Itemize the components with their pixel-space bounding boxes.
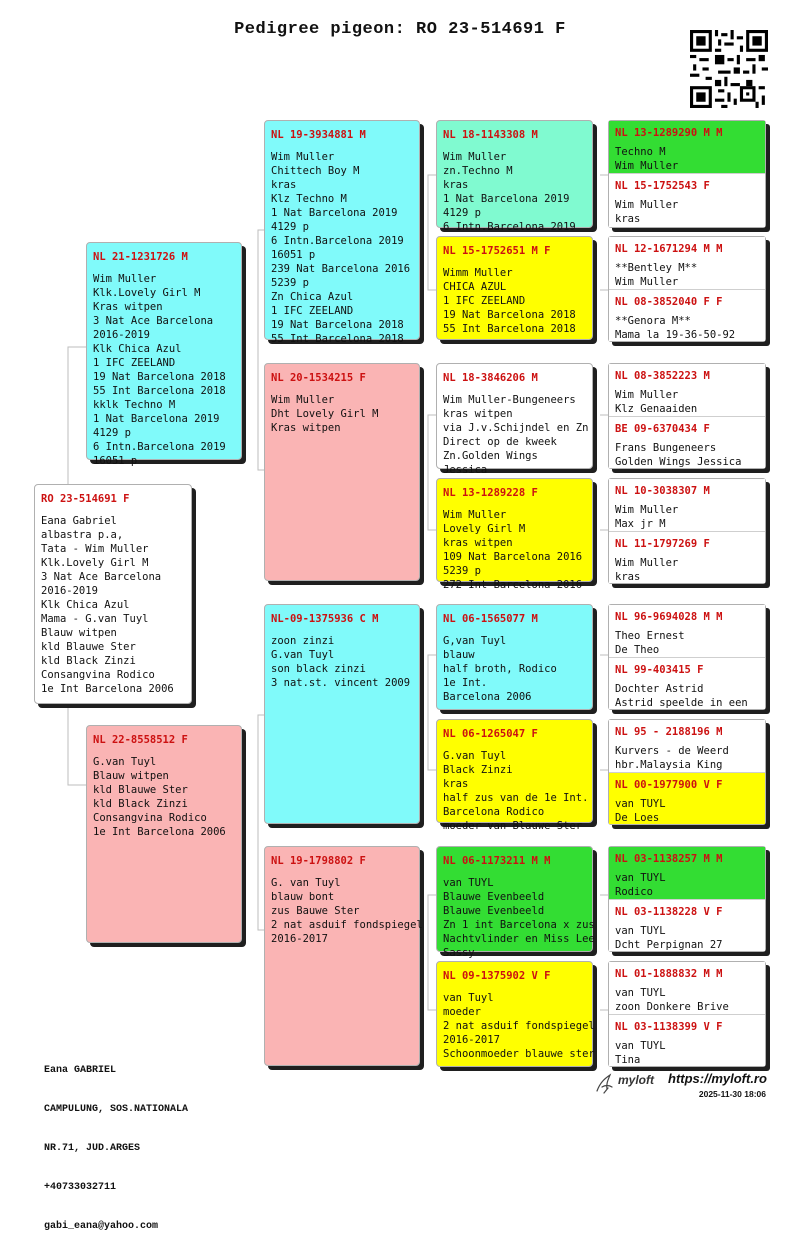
owner-email[interactable]: gabi_eana@yahoo.com — [44, 1221, 159, 1232]
dam-ring: NL 22-8558512 F — [93, 734, 188, 746]
gen4-ring: NL 10-3038307 M — [615, 485, 710, 497]
gen4-card[interactable] — [609, 237, 765, 290]
gen2-details: G. van Tuyl blauw bont zus Bauwe Ster 2 nat asduif fondspiegel 2016-2017 — [271, 877, 423, 945]
gen4-details: van TUYL De Loes — [615, 798, 666, 824]
gen4-details: van TUYL Rodico — [615, 872, 666, 898]
gen2-card[interactable] — [264, 363, 420, 581]
gen4-pair — [608, 120, 766, 228]
gen4-card[interactable] — [609, 290, 765, 341]
gen2-ring: NL 19-3934881 M — [271, 129, 366, 141]
gen3-ring: NL 18-3846206 M — [443, 372, 538, 384]
gen4-pair — [608, 719, 766, 825]
owner-name: Eana GABRIEL — [44, 1065, 117, 1076]
gen2-card[interactable] — [264, 120, 420, 345]
gen3-card[interactable] — [436, 236, 593, 340]
gen4-pair — [608, 478, 766, 584]
gen4-details: Theo Ernest De Theo — [615, 630, 685, 656]
qr-code — [690, 30, 768, 108]
timestamp: 2025-11-30 18:06 — [698, 1089, 766, 1099]
gen3-details: Wimm Muller CHICA AZUL 1 IFC ZEELAND 19 Nat Barcelona 2018 55 Int Barcelona 2018 — [443, 267, 576, 335]
subject-card[interactable] — [34, 484, 192, 704]
gen4-ring: NL 15-1752543 F — [615, 180, 710, 192]
gen4-details: Dochter Astrid Astrid speelde in een — [615, 683, 748, 709]
gen2-details: zoon zinzi G.van Tuyl son black zinzi 3 nat.st. vincent 2009 — [271, 635, 411, 689]
owner-phone: +40733032711 — [44, 1182, 117, 1193]
gen2-ring: NL 20-1534215 F — [271, 372, 366, 384]
gen4-ring: NL 00-1977900 V F — [615, 779, 723, 791]
gen4-ring: NL 96-9694028 M M — [615, 611, 723, 623]
gen4-card[interactable] — [609, 962, 765, 1015]
gen4-card[interactable] — [609, 605, 765, 658]
gen4-card[interactable] — [609, 417, 765, 468]
gen4-card[interactable] — [609, 847, 765, 900]
gen4-card[interactable] — [609, 720, 765, 773]
gen4-ring: NL 08-3852223 M — [615, 370, 710, 382]
subject-details: Eana Gabriel albastra p.a, Tata - Wim Muller Klk.Lovely Girl M 3 Nat Ace Barcelona 2016-2019 Klk Chica Azul Mama - G.van Tuyl Blauw witpen kld Blauwe Ster kld Black Zinzi Consangvina Rodico 1e Int Barcelona 2006 — [41, 515, 174, 695]
gen4-details: Wim Muller kras — [615, 557, 679, 583]
site-url[interactable]: https://myloft.ro — [668, 1071, 767, 1086]
gen4-details: van TUYL Dcht Perpignan 27 — [615, 925, 723, 951]
gen4-ring: NL 11-1797269 F — [615, 538, 710, 550]
gen4-details: Wim Muller kras — [615, 199, 679, 225]
gen2-ring: NL 19-1798802 F — [271, 855, 366, 867]
gen4-ring: BE 09-6370434 F — [615, 423, 710, 435]
gen3-card[interactable] — [436, 719, 593, 832]
gen3-card[interactable] — [436, 846, 595, 959]
gen3-ring: NL 06-1265047 F — [443, 728, 538, 740]
gen4-details: Kurvers - de Weerd hbr.Malaysia King — [615, 745, 729, 771]
gen4-ring: NL 08-3852040 F F — [615, 296, 723, 308]
gen4-ring: NL 03-1138228 V F — [615, 906, 723, 918]
gen4-card[interactable] — [609, 121, 765, 174]
gen3-ring: NL 09-1375902 V F — [443, 970, 551, 982]
gen3-card[interactable] — [436, 961, 593, 1067]
owner-address: NR.71, JUD.ARGES — [44, 1143, 141, 1154]
gen3-details: Wim Muller Lovely Girl M kras witpen 109 Nat Barcelona 2016 5239 p 272 Int Barcelona 2016 — [443, 509, 583, 591]
gen3-ring: NL 06-1565077 M — [443, 613, 538, 625]
gen4-card[interactable] — [609, 1015, 765, 1066]
gen4-details: **Bentley M** Wim Muller — [615, 262, 698, 288]
gen2-ring: NL-09-1375936 C M — [271, 613, 379, 625]
gen4-card[interactable] — [609, 532, 765, 583]
gen4-card[interactable] — [609, 364, 765, 417]
gen3-card[interactable] — [436, 120, 593, 233]
gen2-card[interactable] — [264, 846, 423, 1066]
gen3-ring: NL 06-1173211 M M — [443, 855, 551, 867]
gen3-card[interactable] — [436, 478, 593, 591]
gen4-card[interactable] — [609, 479, 765, 532]
owner-address: CAMPULUNG, SOS.NATIONALA — [44, 1104, 189, 1115]
gen4-details: Wim Muller Max jr M — [615, 504, 679, 530]
gen4-details: van TUYL Tina — [615, 1040, 666, 1066]
dam-details: G.van Tuyl Blauw witpen kld Blauwe Ster kld Black Zinzi Consangvina Rodico 1e Int Barcelona 2006 — [93, 756, 226, 838]
owner-contact — [44, 1038, 188, 1246]
sire-details: Wim Muller Klk.Lovely Girl M Kras witpen 3 Nat Ace Barcelona 2016-2019 Klk Chica Azul 1 IFC ZEELAND 19 Nat Barcelona 2018 55 Int Barcelona 2018 kklk Techno M 1 Nat Barcelona 2019 4129 p 6 Intn.Barcelona 2019 16051 p — [93, 273, 226, 467]
gen2-card[interactable] — [264, 604, 420, 824]
gen4-ring: NL 01-1888832 M M — [615, 968, 723, 980]
gen4-details: van TUYL zoon Donkere Brive — [615, 987, 729, 1013]
gen4-ring: NL 95 - 2188196 M — [615, 726, 723, 738]
sire-card[interactable] — [86, 242, 242, 467]
gen3-details: van TUYL Blauwe Evenbeeld Blauwe Evenbeeld Zn 1 int Barcelona x zus Nachtvlinder en Miss Lee Sassy — [443, 877, 595, 959]
gen4-card[interactable] — [609, 773, 765, 824]
gen3-details: Wim Muller zn.Techno M kras 1 Nat Barcelona 2019 4129 p 6 Intn.Barcelona 2019 — [443, 151, 576, 233]
gen2-details: Wim Muller Chittech Boy M kras Klz Techno M 1 Nat Barcelona 2019 4129 p 6 Intn.Barcelona 2019 16051 p 239 Nat Barcelona 2016 5239 p Zn Chica Azul 1 IFC ZEELAND 19 Nat Barcelona 2018 55 Int Barcelona 2018 — [271, 151, 411, 345]
gen4-details: **Genora M** Mama la 19-36-50-92 — [615, 315, 736, 341]
gen4-details: Frans Bungeneers Golden Wings Jessica — [615, 442, 742, 468]
gen4-ring: NL 13-1289290 M M — [615, 127, 723, 139]
gen4-card[interactable] — [609, 658, 765, 709]
gen4-pair — [608, 604, 766, 710]
gen4-card[interactable] — [609, 174, 765, 227]
page-title: Pedigree pigeon: RO 23-514691 F — [234, 20, 566, 39]
dam-card[interactable] — [86, 725, 242, 943]
gen3-details: G,van Tuyl blauw half broth, Rodico 1e Int. Barcelona 2006 — [443, 635, 557, 703]
gen4-ring: NL 99-403415 F — [615, 664, 704, 676]
gen4-pair — [608, 236, 766, 342]
gen3-details: van Tuyl moeder 2 nat asduif fondspiegel 2016-2017 Schoonmoeder blauwe ster — [443, 992, 595, 1060]
gen3-ring: NL 15-1752651 M F — [443, 245, 551, 257]
gen4-ring: NL 03-1138257 M M — [615, 853, 723, 865]
brand-name: myloft — [618, 1073, 654, 1087]
gen3-details: G.van Tuyl Black Zinzi kras half zus van de 1e Int. Barcelona Rodico moeder van Blauwe Ster — [443, 750, 589, 832]
gen4-ring: NL 12-1671294 M M — [615, 243, 723, 255]
gen4-details: Techno M Wim Muller — [615, 146, 679, 172]
gen3-ring: NL 13-1289228 F — [443, 487, 538, 499]
gen3-ring: NL 18-1143308 M — [443, 129, 538, 141]
gen2-details: Wim Muller Dht Lovely Girl M Kras witpen — [271, 394, 379, 434]
subject-ring: RO 23-514691 F — [41, 493, 130, 505]
gen4-details: Wim Muller Klz Genaaiden — [615, 389, 698, 415]
gen4-card[interactable] — [609, 900, 765, 951]
gen3-card[interactable] — [436, 363, 593, 476]
gen4-pair — [608, 961, 766, 1067]
gen4-pair — [608, 846, 766, 952]
gen3-details: Wim Muller-Bungeneers kras witpen via J.v.Schijndel en Zn Direct op de kweek Zn.Golden Wings Jessica — [443, 394, 589, 476]
gen3-card[interactable] — [436, 604, 593, 710]
sire-ring: NL 21-1231726 M — [93, 251, 188, 263]
gen4-pair — [608, 363, 766, 469]
gen4-ring: NL 03-1138399 V F — [615, 1021, 723, 1033]
